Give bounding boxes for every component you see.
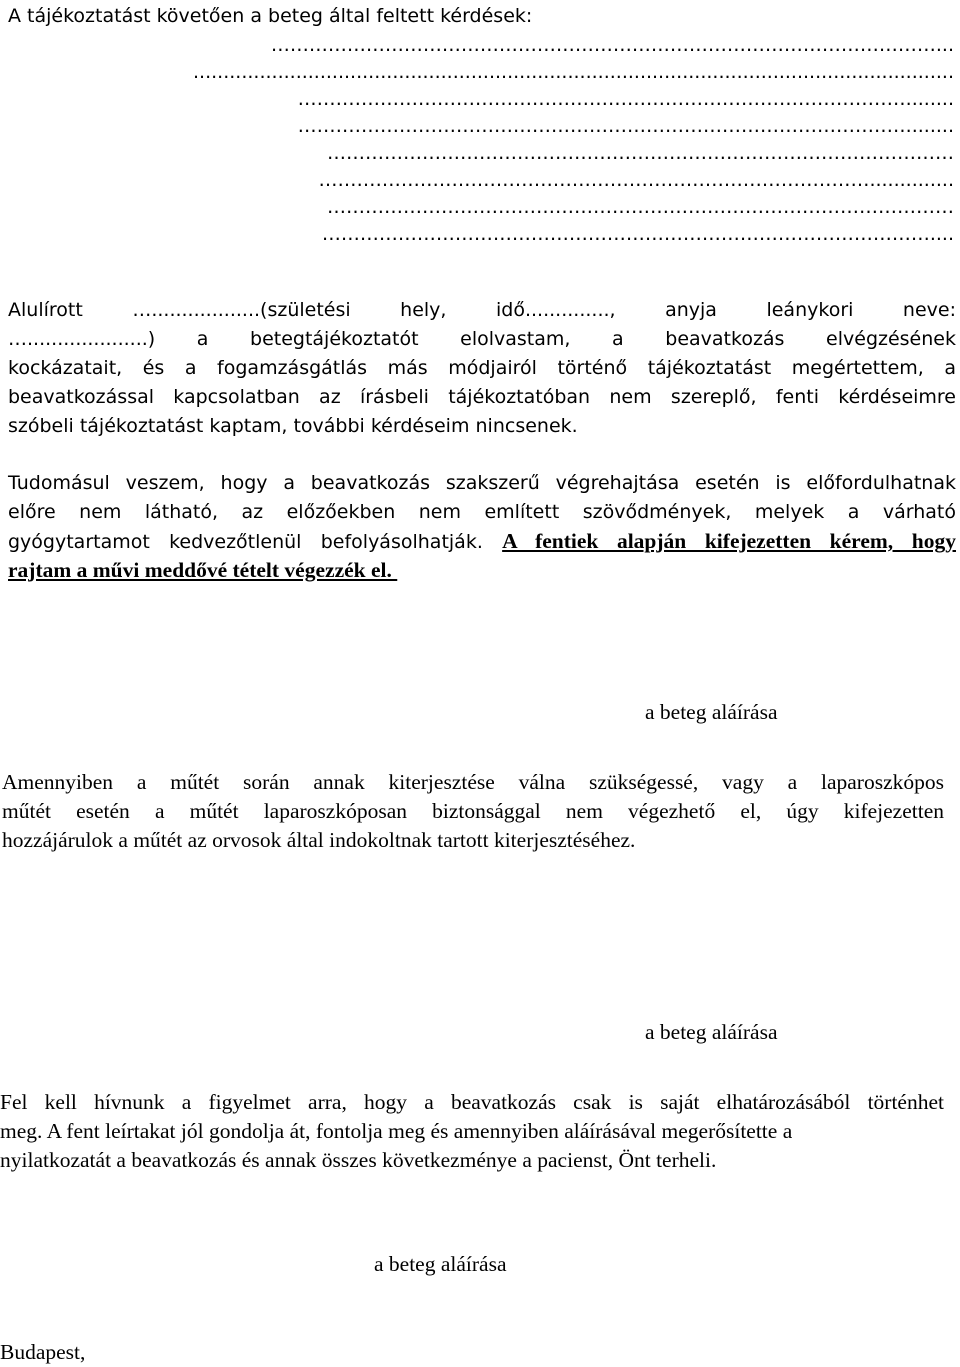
question-line-1: ……………………………………………………………………………………………... <box>270 34 954 56</box>
extension-line: műtét esetén a műtét laparoszkóposan biztonsággal nem végezhető el, úgy kifejezetten <box>2 799 944 823</box>
warning-line: meg. A fent leírtakat jól gondolja át, fontolja meg és amennyiben aláírásával megerősítette a <box>0 1119 793 1143</box>
warning-line: Fel kell hívnunk a figyelmet arra, hogy a beavatkozás csak is saját elhatározásából történhet <box>0 1090 944 1114</box>
patient-signature-label-2: a beteg aláírása <box>645 1020 778 1044</box>
consent-line: kockázatait, és a fogamzásgátlás más módjairól történő tájékoztatást megértettem, a <box>8 357 956 379</box>
consent-line: szóbeli tájékoztatást kaptam, további kérdéseim nincsenek. <box>8 415 578 437</box>
consent-paragraph <box>8 296 956 441</box>
extension-line: hozzájárulok a műtét az orvosok által indokoltnak tartott kiterjesztéséhez. <box>2 828 636 852</box>
warning-paragraph <box>0 1088 944 1175</box>
acknowledgement-line: előre nem látható, az előzőekben nem említett szövődmények, melyek a várható <box>8 501 956 523</box>
consent-line: beavatkozással kapcsolatban az írásbeli tájékoztatóban nem szereplő, fenti kérdéseimre <box>8 386 956 408</box>
question-line-2: .............................................................................................................................. <box>193 61 954 83</box>
acknowledgement-line <box>8 556 956 585</box>
question-line-7: ……………………………………………………………………………………… <box>327 196 954 218</box>
question-line-5: ……………………………………………………………………………………… <box>327 142 954 164</box>
question-line-4: ……………………………………………………………………………………........ <box>297 115 954 137</box>
consent-line: Alulírott …..................(születési hely, idő.............., anyja leánykori neve: <box>8 299 956 321</box>
question-line-3: ……………………………………………………………………………………........ <box>297 88 954 110</box>
question-line-8: …………………………………………………………………………………….... <box>321 223 954 245</box>
place-label: Budapest, <box>0 1340 86 1364</box>
questions-heading: A tájékoztatást követően a beteg által feltett kérdések: <box>8 5 533 27</box>
acknowledgement-line <box>8 527 956 556</box>
request-statement: A fentiek alapján kifejezetten kérem, hogy <box>502 529 956 553</box>
extension-paragraph <box>2 768 944 855</box>
acknowledgement-paragraph <box>8 469 956 585</box>
patient-signature-label-1: a beteg aláírása <box>645 700 778 724</box>
acknowledgement-line: Tudomásul veszem, hogy a beavatkozás szakszerű végrehajtása esetén is előfordulhatnak <box>8 472 956 494</box>
patient-signature-label-3: a beteg aláírása <box>374 1252 507 1276</box>
consent-line: …....................) a betegtájékoztatót elolvastam, a beavatkozás elvégzésének <box>8 328 956 350</box>
warning-line: nyilatkozatát a beavatkozás és annak összes következménye a pacienst, Önt terheli. <box>0 1148 717 1172</box>
acknowledgement-plain-text: gyógytartamot kedvezőtlenül befolyásolhatják. <box>8 531 483 553</box>
question-line-6: …………………………………………………………………………….............. <box>318 169 954 191</box>
extension-line: Amennyiben a műtét során annak kiterjesztése válna szükségessé, vagy a laparoszkópos <box>2 770 944 794</box>
request-statement-end: rajtam a művi meddővé tételt végezzék el. <box>8 558 398 582</box>
